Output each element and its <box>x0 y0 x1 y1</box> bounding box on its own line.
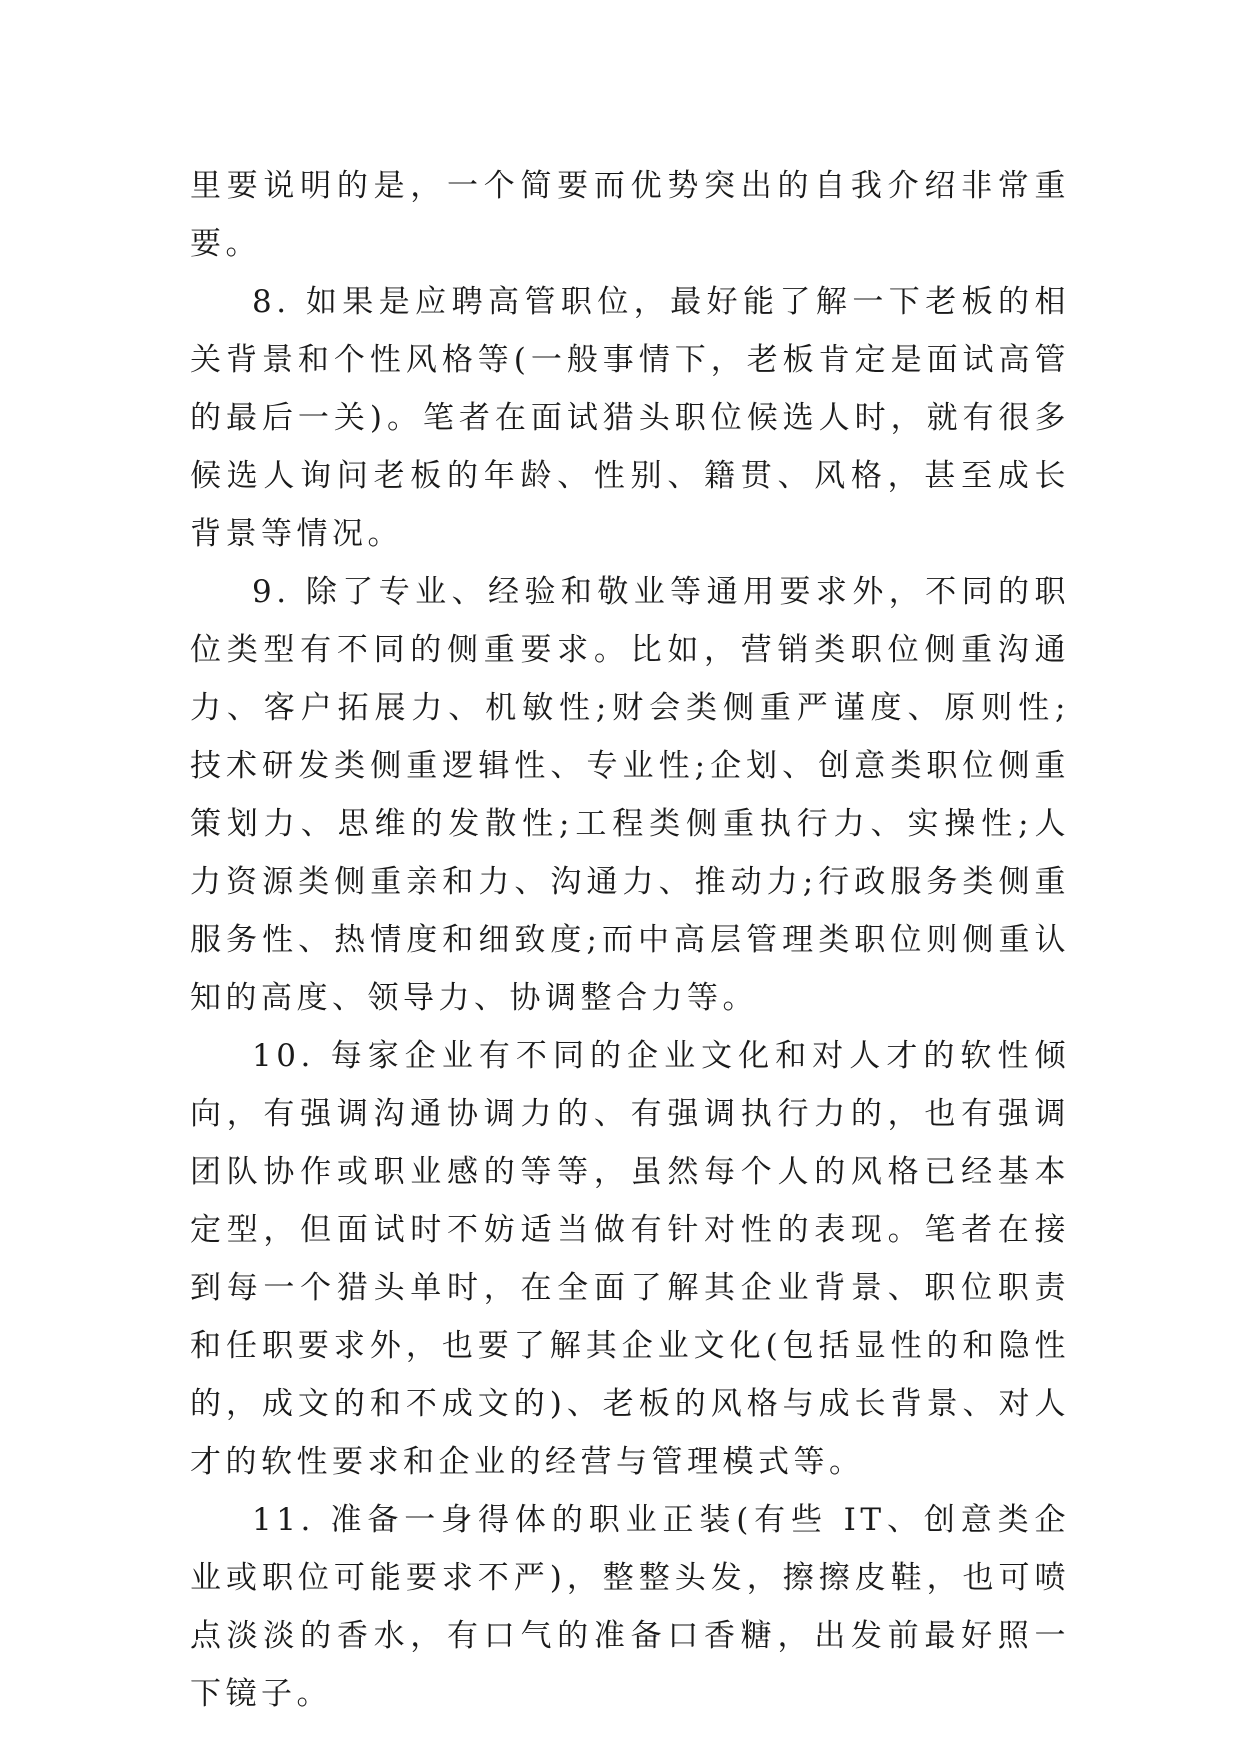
paragraph-item-10: 10. 每家企业有不同的企业文化和对人才的软性倾向，有强调沟通协调力的、有强调执行力的，也有强调团队协作或职业感的等等，虽然每个人的风格已经基本定型，但面试时不妨适当做有针对性的表现。笔者在接到每一个猎头单时，在全面了解其企业背景、职位职责和任职要求外，也要了解其企业文化(包括显性的和隐性的，成文的和不成文的)、老板的风格与成长背景、对人才的软性要求和企业的经营与管理模式等。 <box>190 1038 1070 1480</box>
paragraph-item-11: 11. 准备一身得体的职业正装(有些 IT、创意类企业或职位可能要求不严)，整整头发，擦擦皮鞋，也可喷点淡淡的香水，有口气的准备口香糖，出发前最好照一下镜子。 <box>190 1502 1070 1712</box>
paragraph-continuation: 里要说明的是，一个简要而优势突出的自我介绍非常重要。 <box>190 168 1070 262</box>
document-body <box>190 157 1070 1723</box>
paragraph-item-8: 8. 如果是应聘高管职位，最好能了解一下老板的相关背景和个性风格等(一般事情下，老板肯定是面试高管的最后一关)。笔者在面试猎头职位候选人时，就有很多候选人询问老板的年龄、性别、籍贯、风格，甚至成长背景等情况。 <box>190 284 1070 552</box>
paragraph-item-9: 9. 除了专业、经验和敬业等通用要求外，不同的职位类型有不同的侧重要求。比如，营销类职位侧重沟通力、客户拓展力、机敏性;财会类侧重严谨度、原则性;技术研发类侧重逻辑性、专业性;企划、创意类职位侧重策划力、思维的发散性;工程类侧重执行力、实操性;人力资源类侧重亲和力、沟通力、推动力;行政服务类侧重服务性、热情度和细致度;而中高层管理类职位则侧重认知的高度、领导力、协调整合力等。 <box>190 574 1070 1016</box>
